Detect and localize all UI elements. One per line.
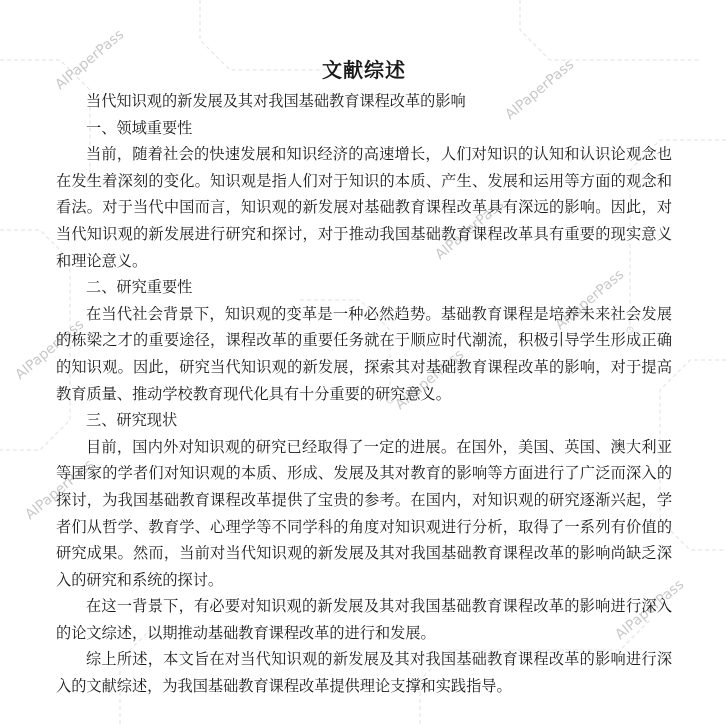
document-title: 文献综述: [322, 58, 406, 82]
paragraph: 在当代社会背景下，知识观的变革是一种必然趋势。基础教育课程是培养未来社会发展的栋梁之才的重要途径，课程改革的重要任务就在于顺应时代潮流，积极引导学生形成正确的知识观。因此，研究当代知识观的新发展，探索其对基础教育课程改革的影响，对于提高教育质量、推动学校教育现代化具有十分重要的研究意义。: [56, 304, 672, 403]
watermark-text: AIPaperPass: [12, 316, 88, 384]
watermark-text: AIPaperPass: [52, 26, 128, 94]
document-page: [56, 56, 672, 700]
document-subtitle: 当代知识观的新发展及其对我国基础教育课程改革的影响: [86, 92, 466, 110]
paragraph: 当前，随着社会的快速发展和知识经济的高速增长，人们对知识的认知和认识论观念也在发生着深刻的变化。知识观是指人们对于知识的本质、产生、发展和运用等方面的观念和看法。对于当代中国而言，知识观的新发展对基础教育课程改革具有深远的影响。因此，对当代知识观的新发展进行研究和探讨，对于推动我国基础教育课程改革具有重要的现实意义和理论意义。: [56, 145, 672, 270]
watermark-text: AIPaperPass: [502, 56, 578, 124]
section-heading: 一、领域重要性: [86, 118, 193, 137]
section-heading: 三、研究现状: [86, 411, 178, 430]
watermark-text: AIPaperPass: [552, 266, 628, 334]
paragraph: 综上所述，本文旨在对当代知识观的新发展及其对我国基础教育课程改革的影响进行深入的文献综述，为我国基础教育课程改革提供理论支撑和实践指导。: [56, 650, 672, 696]
section-heading: 二、研究重要性: [86, 278, 193, 297]
watermark-text: AIPaperPass: [612, 576, 688, 644]
watermark-text: AIPaperPass: [392, 346, 468, 414]
paragraph: 目前，国内外对知识观的研究已经取得了一定的进展。在国外，美国、英国、澳大利亚等国家的学者们对知识观的本质、形成、发展及其对教育的影响等方面进行了广泛而深入的探讨，为我国基础教育课程改革提供了宝贵的参考。在国内，对知识观的研究逐渐兴起，学者们从哲学、教育学、心理学等不同学科的角度对知识观进行分析，取得了一系列有价值的研究成果。然而，当前对当代知识观的新发展及其对我国基础教育课程改革的影响尚缺乏深入的研究和系统的探讨。: [56, 437, 672, 589]
watermark-text: AIPaperPass: [22, 456, 98, 524]
watermark-text: AIPaperPass: [432, 196, 508, 264]
paragraph: 在这一背景下，有必要对知识观的新发展及其对我国基础教育课程改革的影响进行深入的论文综述，以期推动基础教育课程改革的进行和发展。: [56, 597, 672, 642]
